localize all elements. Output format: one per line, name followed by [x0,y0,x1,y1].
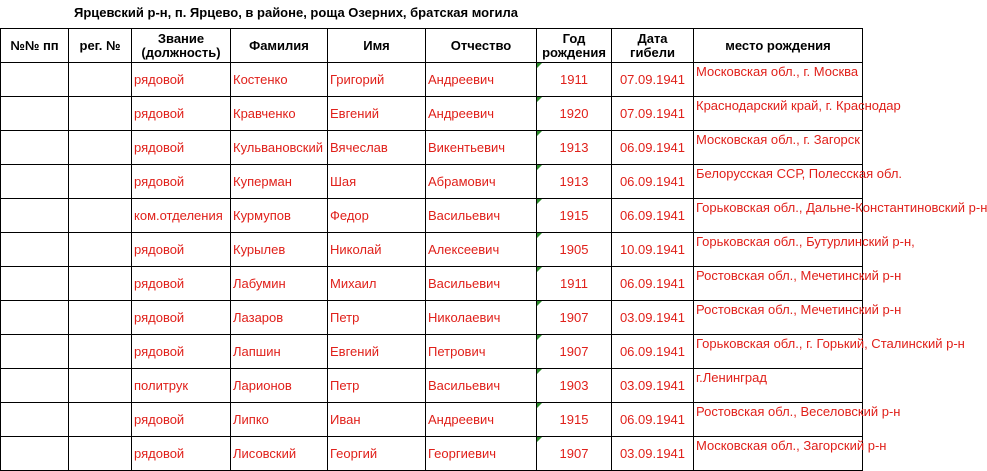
cell-death-date: 07.09.1941 [612,97,694,131]
cell-death-date: 07.09.1941 [612,63,694,97]
cell-birth-place: Московская обл., г. Загорск [694,131,863,165]
cell-last-name: Липко [231,403,328,437]
cell-first-name: Евгений [328,335,426,369]
cell-first-name: Николай [328,233,426,267]
cell-num [1,97,69,131]
cell-reg [69,63,132,97]
cell-birth-year: 1915 [537,403,612,437]
cell-first-name: Федор [328,199,426,233]
cell-reg [69,301,132,335]
cell-reg [69,437,132,471]
cell-patronymic: Алексеевич [426,233,537,267]
cell-patronymic: Абрамович [426,165,537,199]
cell-first-name: Иван [328,403,426,437]
cell-first-name: Григорий [328,63,426,97]
table-row [1,199,863,233]
cell-rank: рядовой [132,267,231,301]
cell-last-name: Ларионов [231,369,328,403]
cell-num [1,369,69,403]
cell-rank: рядовой [132,131,231,165]
cell-birth-place: Ростовская обл., Мечетинский р-н [694,267,863,301]
table-row [1,369,863,403]
table-row [1,97,863,131]
header-patronymic: Отчество [426,29,537,63]
cell-death-date: 03.09.1941 [612,301,694,335]
cell-last-name: Лабумин [231,267,328,301]
cell-last-name: Курылев [231,233,328,267]
cell-birth-year: 1920 [537,97,612,131]
cell-last-name: Кравченко [231,97,328,131]
table-row [1,233,863,267]
cell-num [1,131,69,165]
cell-num [1,437,69,471]
cell-patronymic: Петрович [426,335,537,369]
cell-birth-year: 1905 [537,233,612,267]
table-row [1,301,863,335]
cell-rank: рядовой [132,97,231,131]
cell-first-name: Вячеслав [328,131,426,165]
document-title: Ярцевский р-н, п. Ярцево, в районе, роща Озерних, братская могила [74,5,518,20]
cell-birth-place: Горьковская обл., г. Горький, Сталинский р-н [694,335,863,369]
cell-num [1,403,69,437]
cell-rank: рядовой [132,335,231,369]
cell-num [1,335,69,369]
cell-death-date: 06.09.1941 [612,403,694,437]
cell-rank: рядовой [132,437,231,471]
cell-patronymic: Васильевич [426,369,537,403]
cell-first-name: Шая [328,165,426,199]
cell-reg [69,335,132,369]
header-death-date: Дата гибели [612,29,694,63]
cell-birth-year: 1913 [537,131,612,165]
cell-rank: рядовой [132,403,231,437]
cell-last-name: Лазаров [231,301,328,335]
cell-num [1,267,69,301]
header-num: №№ пп [1,29,69,63]
cell-reg [69,131,132,165]
cell-patronymic: Николаевич [426,301,537,335]
table-row [1,63,863,97]
cell-last-name: Куперман [231,165,328,199]
table-row [1,335,863,369]
cell-last-name: Лапшин [231,335,328,369]
cell-reg [69,267,132,301]
cell-patronymic: Георгиевич [426,437,537,471]
cell-birth-year: 1915 [537,199,612,233]
header-birth-place: место рождения [694,29,863,63]
cell-patronymic: Андреевич [426,63,537,97]
cell-patronymic: Викентьевич [426,131,537,165]
cell-patronymic: Андреевич [426,403,537,437]
cell-birth-place: Белорусская ССР, Полесская обл. [694,165,863,199]
cell-birth-year: 1911 [537,63,612,97]
header-first-name: Имя [328,29,426,63]
table-row [1,267,863,301]
cell-birth-place: Московская обл., Загорский р-н [694,437,863,471]
cell-death-date: 06.09.1941 [612,199,694,233]
cell-rank: ком.отделения [132,199,231,233]
cell-num [1,63,69,97]
cell-reg [69,233,132,267]
cell-patronymic: Васильевич [426,267,537,301]
cell-birth-year: 1903 [537,369,612,403]
cell-birth-place: г.Ленинград [694,369,863,403]
cell-birth-year: 1907 [537,335,612,369]
cell-death-date: 06.09.1941 [612,335,694,369]
cell-birth-year: 1913 [537,165,612,199]
cell-rank: рядовой [132,63,231,97]
cell-first-name: Петр [328,301,426,335]
cell-reg [69,165,132,199]
cell-death-date: 06.09.1941 [612,267,694,301]
cell-birth-place: Ростовская обл., Веселовский р-н [694,403,863,437]
cell-first-name: Михаил [328,267,426,301]
cell-reg [69,199,132,233]
burial-table [0,28,987,471]
cell-num [1,199,69,233]
cell-birth-place: Московская обл., г. Москва [694,63,863,97]
table-row [1,437,863,471]
cell-reg [69,369,132,403]
header-reg: рег. № [69,29,132,63]
cell-rank: рядовой [132,233,231,267]
cell-patronymic: Андреевич [426,97,537,131]
header-last-name: Фамилия [231,29,328,63]
cell-first-name: Евгений [328,97,426,131]
cell-death-date: 03.09.1941 [612,437,694,471]
cell-birth-year: 1907 [537,301,612,335]
cell-birth-place: Горьковская обл., Бутурлинский р-н, [694,233,863,267]
cell-birth-year: 1907 [537,437,612,471]
cell-last-name: Курмупов [231,199,328,233]
table-row [1,131,863,165]
cell-patronymic: Васильевич [426,199,537,233]
cell-death-date: 06.09.1941 [612,131,694,165]
cell-death-date: 03.09.1941 [612,369,694,403]
header-birth-year: Год рождения [537,29,612,63]
cell-first-name: Георгий [328,437,426,471]
cell-num [1,233,69,267]
cell-num [1,301,69,335]
cell-reg [69,403,132,437]
cell-last-name: Кульвановский [231,131,328,165]
header-row [1,29,863,63]
table-row [1,165,863,199]
cell-last-name: Лисовский [231,437,328,471]
cell-rank: рядовой [132,165,231,199]
cell-num [1,165,69,199]
cell-death-date: 10.09.1941 [612,233,694,267]
cell-birth-place: Ростовская обл., Мечетинский р-н [694,301,863,335]
cell-birth-place: Краснодарский край, г. Краснодар [694,97,863,131]
table-row [1,403,863,437]
cell-last-name: Костенко [231,63,328,97]
cell-birth-year: 1911 [537,267,612,301]
cell-rank: рядовой [132,301,231,335]
cell-reg [69,97,132,131]
cell-birth-place: Горьковская обл., Дальне-Константиновский р-н [694,199,863,233]
cell-first-name: Петр [328,369,426,403]
cell-rank: политрук [132,369,231,403]
header-rank: Звание (должность) [132,29,231,63]
cell-death-date: 06.09.1941 [612,165,694,199]
